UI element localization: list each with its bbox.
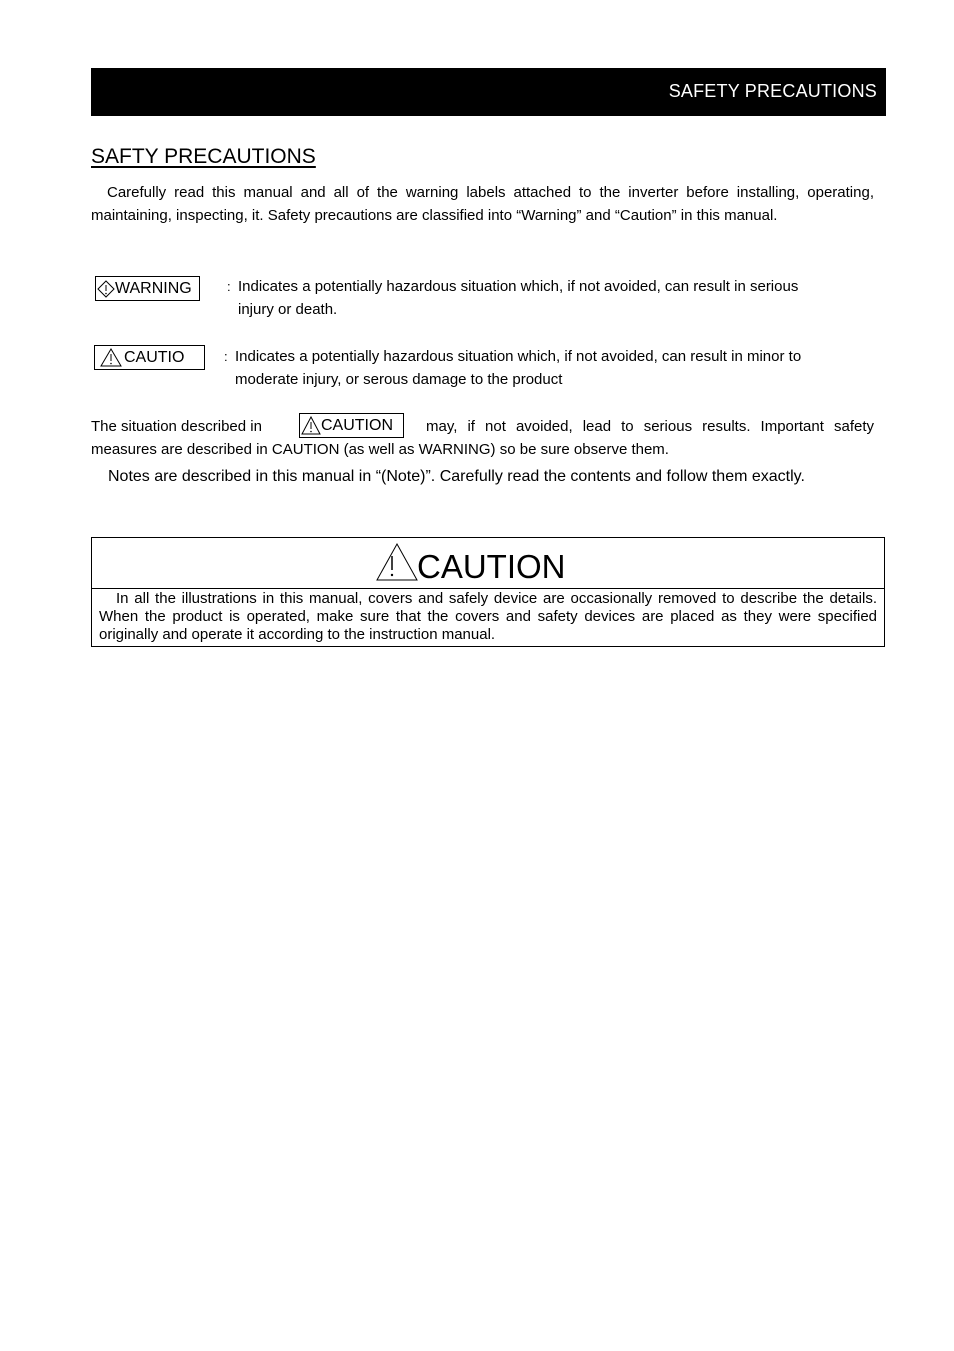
caution-definition-line1: Indicates a potentially hazardous situation which, if not avoided, can result in minor to	[235, 348, 802, 365]
caution-panel	[91, 537, 885, 647]
caution-panel-triangle-icon	[375, 542, 419, 587]
caution-label-box	[94, 345, 205, 370]
note-paragraph: Notes are described in this manual in “(Note)”. Carefully read the contents and follow them exactly.	[108, 468, 805, 485]
caution-definition-line2: moderate injury, or serous damage to the product	[235, 371, 563, 388]
warning-diamond-icon	[97, 280, 115, 298]
caution-triangle-icon	[100, 348, 124, 367]
intro-paragraph: Carefully read this manual and all of the warning labels attached to the inverter before installing, operating, maintaining, inspecting, it. Safety precautions are classified into “Warning” and “Caution” in this manual.	[91, 184, 874, 224]
page-header-bar	[91, 68, 886, 116]
situation-caution-label-text: CAUTION	[321, 416, 393, 434]
situation-prefix: The situation described in	[91, 418, 262, 435]
warning-label-text: WARNING	[115, 279, 192, 297]
situation-caution-label-box	[299, 413, 404, 438]
situation-line2: measures are described in CAUTION (as well as WARNING) so be sure observe them.	[91, 441, 669, 458]
caution-label-text: CAUTIO	[124, 348, 185, 366]
warning-definition-line1: Indicates a potentially hazardous situation which, if not avoided, can result in serious	[238, 278, 799, 295]
caution-panel-header	[92, 538, 884, 589]
header-title: SAFETY PRECAUTIONS	[668, 81, 877, 101]
caution-panel-title: CAUTION	[417, 548, 566, 585]
warning-separator: :	[227, 279, 231, 294]
warning-definition-line2: injury or death.	[238, 301, 338, 318]
caution-panel-body: In all the illustrations in this manual, covers and safely device are occasionally removed to describe the details. When the product is operated, make sure that the covers and safety devices are placed as they were specified originally and operate it according to the instruction manual.	[99, 590, 877, 643]
situation-caution-triangle-icon	[301, 416, 321, 435]
section-title: SAFTY PRECAUTIONS	[91, 145, 316, 168]
warning-label-box	[95, 276, 200, 301]
situation-suffix: may, if not avoided, lead to serious results. Important safety	[426, 418, 874, 435]
caution-separator: :	[224, 349, 228, 364]
